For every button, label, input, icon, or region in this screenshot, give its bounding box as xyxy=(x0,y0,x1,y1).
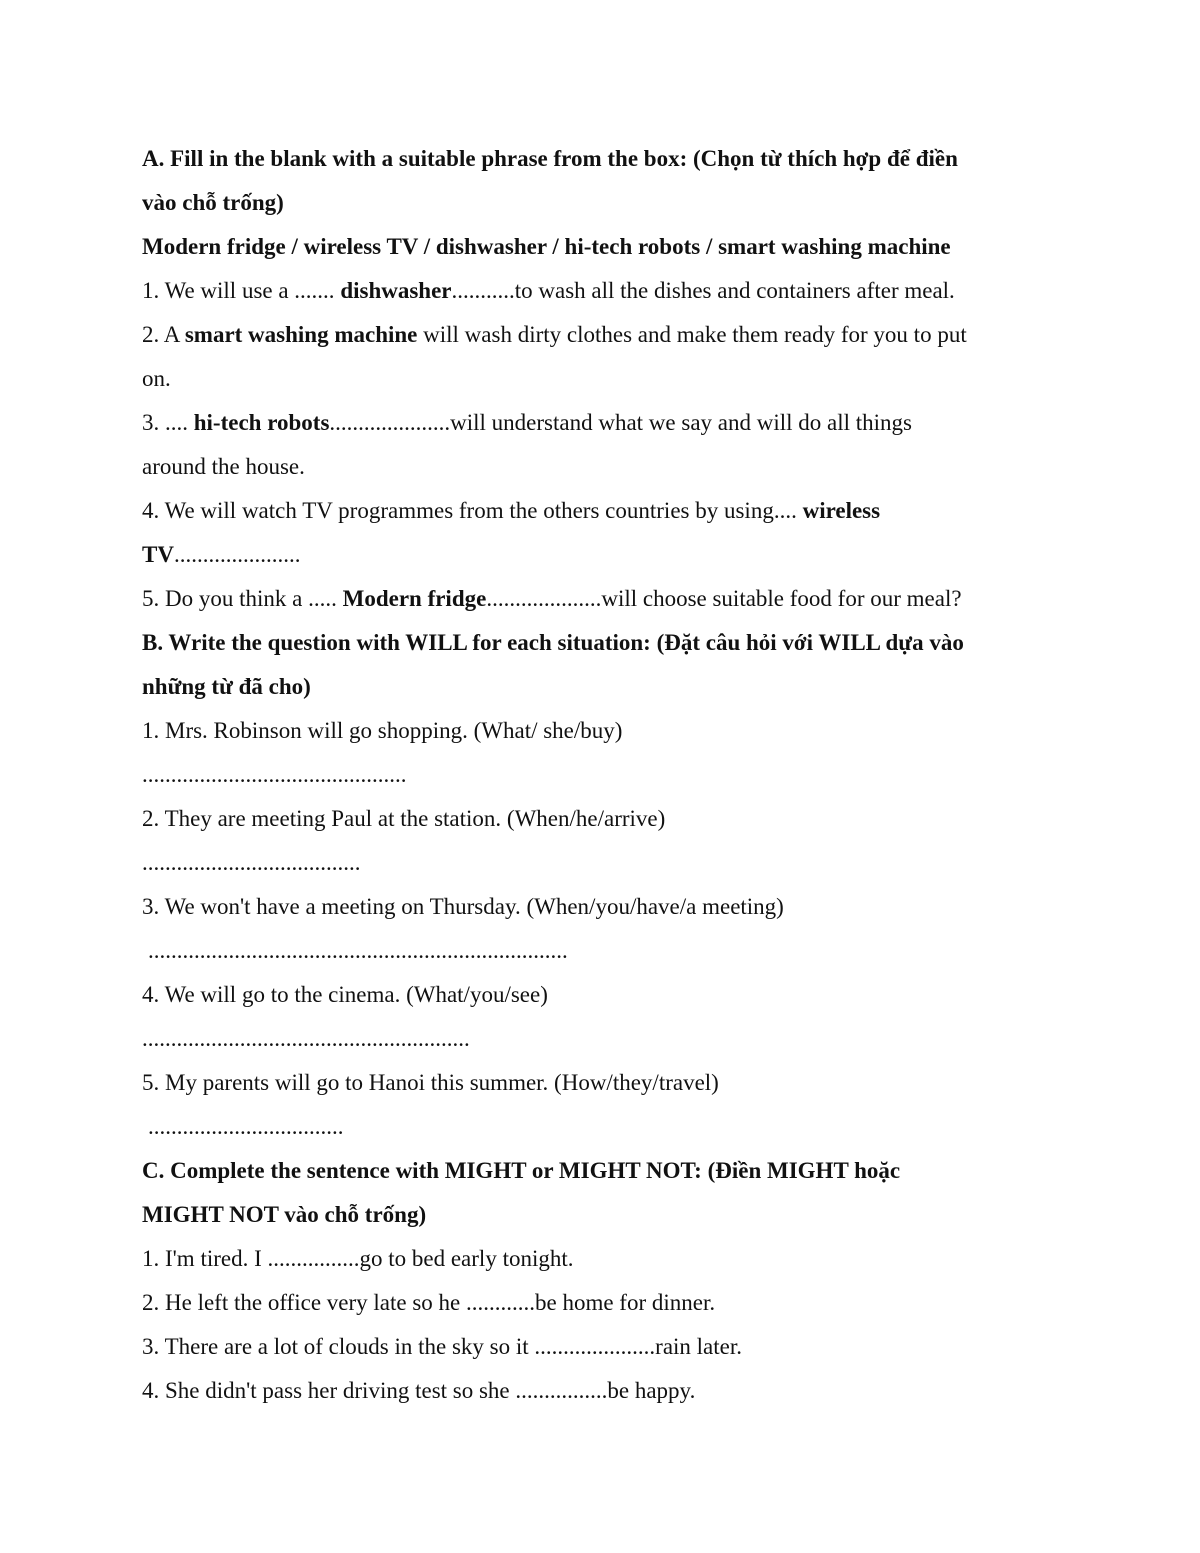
answer: Modern fridge xyxy=(342,586,487,611)
section-b-question-5: 5. My parents will go to Hanoi this summer. (How/they/travel) xyxy=(142,1070,719,1095)
section-b-answer-line-3: ......................................................................... xyxy=(148,938,568,963)
word-box: Modern fridge / wireless TV / dishwasher / hi-tech robots / smart washing machine xyxy=(142,234,951,259)
section-a-heading-cont: vào chỗ trống) xyxy=(142,190,284,215)
section-b-answer-line-2: ...................................... xyxy=(142,850,361,875)
section-c-question-4: 4. She didn't pass her driving test so she ................be happy. xyxy=(142,1378,696,1403)
question-text: 1. We will use a ....... xyxy=(142,278,341,303)
section-a-question-4-cont xyxy=(142,533,1072,577)
section-a-question-2 xyxy=(142,313,1072,357)
question-text: will wash dirty clothes and make them ready for you to put xyxy=(417,322,967,347)
section-b-answer-line-4: ......................................................... xyxy=(142,1026,470,1051)
worksheet-page xyxy=(142,137,1072,1413)
answer: smart washing machine xyxy=(184,322,418,347)
answer: hi-tech robots xyxy=(193,410,330,435)
section-a-question-5 xyxy=(142,577,1072,621)
answer: dishwasher xyxy=(340,278,452,303)
section-c-question-2: 2. He left the office very late so he ............be home for dinner. xyxy=(142,1290,716,1315)
question-text: 3. .... xyxy=(142,410,194,435)
answer: wireless xyxy=(802,498,881,523)
section-c-question-1: 1. I'm tired. I ................go to bed early tonight. xyxy=(142,1246,574,1271)
section-c-heading-cont: MIGHT NOT vào chỗ trống) xyxy=(142,1202,427,1227)
question-text: 4. We will watch TV programmes from the others countries by using.... xyxy=(142,498,803,523)
section-a-question-3-cont: around the house. xyxy=(142,454,305,479)
question-text: ...................... xyxy=(173,542,301,567)
section-b-heading-cont: những từ đã cho) xyxy=(142,674,311,699)
section-b-question-3: 3. We won't have a meeting on Thursday. (When/you/have/a meeting) xyxy=(142,894,784,919)
section-a-heading: A. Fill in the blank with a suitable phrase from the box: (Chọn từ thích hợp để điền xyxy=(142,146,958,171)
question-text: 5. Do you think a ..... xyxy=(142,586,343,611)
section-c-heading: C. Complete the sentence with MIGHT or MIGHT NOT: (Điền MIGHT hoặc xyxy=(142,1158,901,1183)
section-b-question-1: 1. Mrs. Robinson will go shopping. (What/ she/buy) xyxy=(142,718,623,743)
question-text: ...........to wash all the dishes and containers after meal. xyxy=(451,278,955,303)
question-text: ....................will choose suitable food for our meal? xyxy=(486,586,962,611)
section-c-question-3: 3. There are a lot of clouds in the sky so it .....................rain later. xyxy=(142,1334,742,1359)
section-b-answer-line-5: .................................. xyxy=(148,1114,344,1139)
section-a-question-2-cont: on. xyxy=(142,366,171,391)
section-b-heading: B. Write the question with WILL for each situation: (Đặt câu hỏi với WILL dựa vào xyxy=(142,630,964,655)
section-b-question-4: 4. We will go to the cinema. (What/you/see) xyxy=(142,982,548,1007)
answer: TV xyxy=(142,542,174,567)
question-text: .....................will understand what we say and will do all things xyxy=(329,410,912,435)
section-a-question-4 xyxy=(142,489,1072,533)
section-b-question-2: 2. They are meeting Paul at the station. (When/he/arrive) xyxy=(142,806,666,831)
section-a-question-1 xyxy=(142,269,1072,313)
question-text: 2. A xyxy=(142,322,185,347)
section-a-question-3 xyxy=(142,401,1072,445)
section-b-answer-line-1: .............................................. xyxy=(142,762,407,787)
